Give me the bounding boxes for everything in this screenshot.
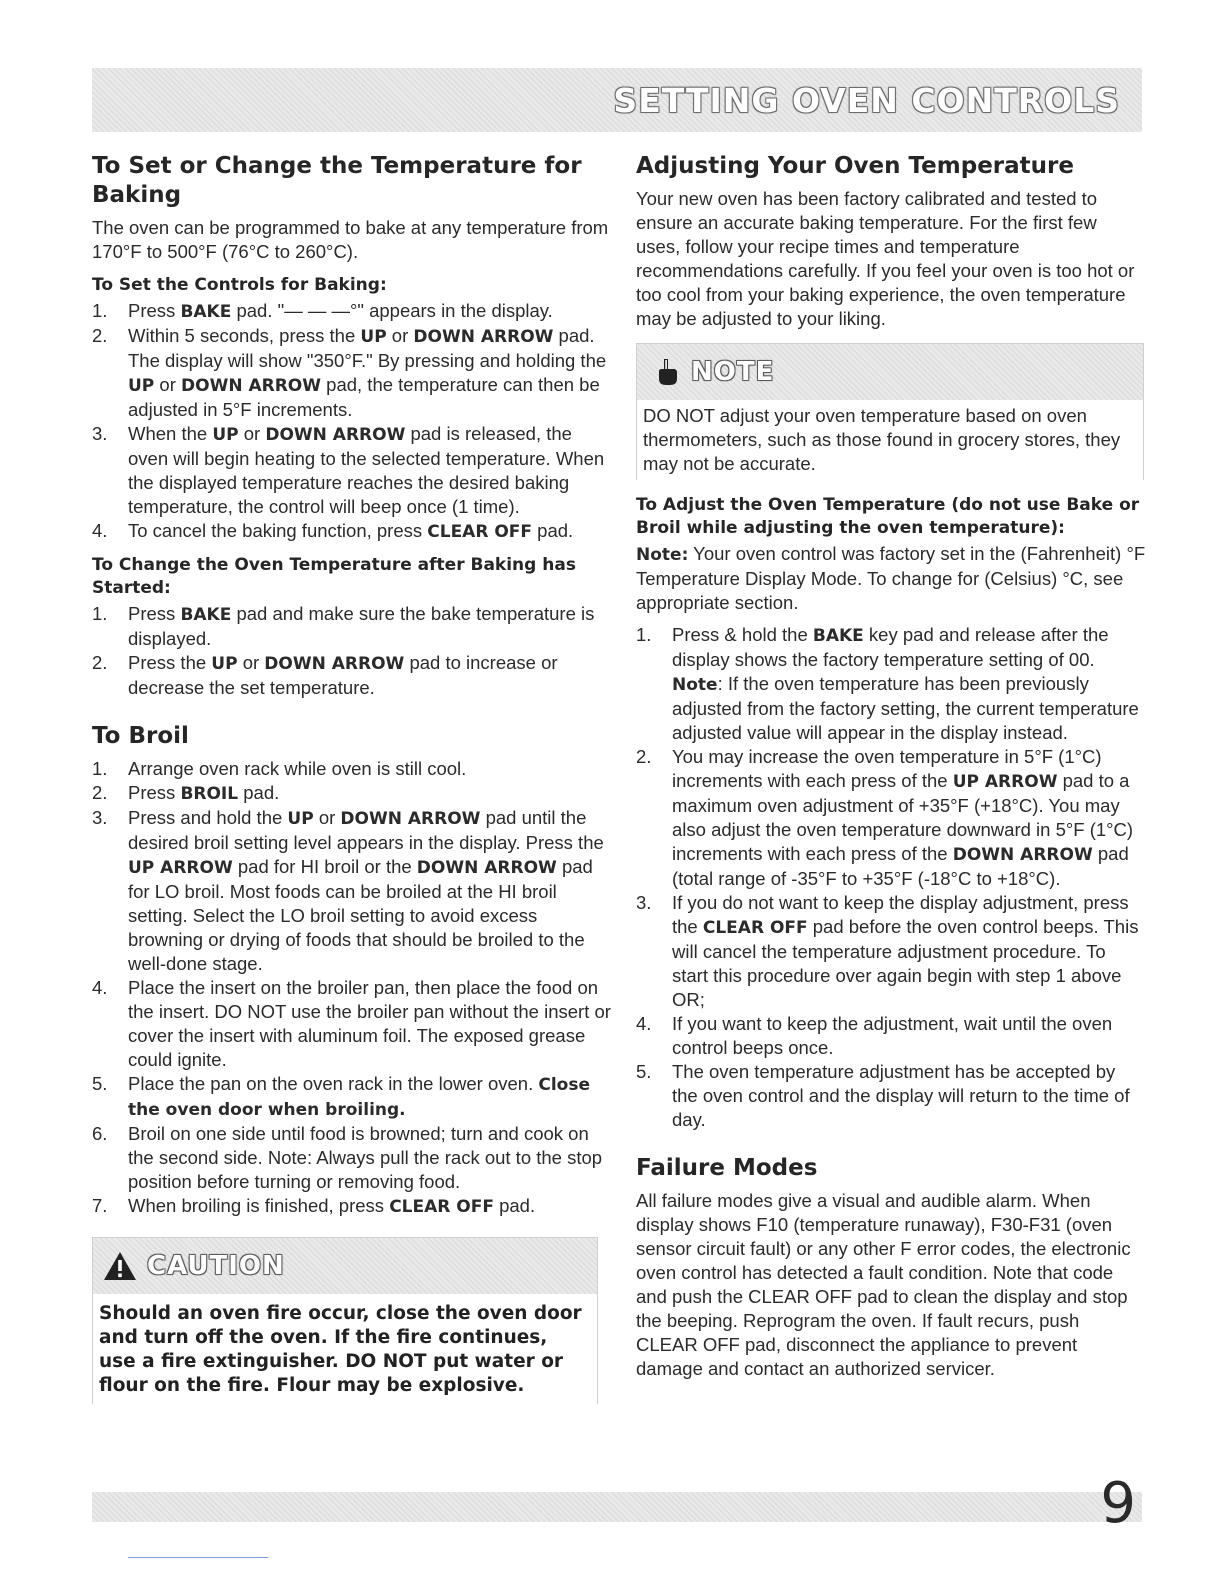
warning-triangle-icon: [103, 1251, 137, 1281]
bold-text: UP: [287, 809, 314, 829]
bold-text: CLEAR OFF: [427, 522, 533, 542]
step-text: Place the insert on the broiler pan, then place the food on the insert. DO NOT use the broiler pan without the insert or cover the insert with aluminum foil. The exposed grease could ignite.: [128, 977, 611, 1070]
note-header: [637, 344, 1143, 400]
list-number: 3.: [92, 807, 108, 828]
factory-note-text: Your oven control was factory set in the (Fahrenheit) °F Temperature Display Mode. To change for (Celsius) °C, see appropriate section.: [636, 543, 1146, 613]
step-text: pad.: [493, 1195, 536, 1216]
bold-text: DOWN ARROW: [413, 327, 554, 347]
step-text: Within 5 seconds, press the: [128, 325, 361, 346]
list-number: 5.: [92, 1073, 108, 1094]
bold-text: Close the oven door when broiling.: [128, 1075, 590, 1120]
step-text: Arrange oven rack while oven is still cool.: [128, 758, 467, 779]
bake-heading: To Set or Change the Temperature for Baking: [92, 153, 582, 208]
step-text: When broiling is finished, press: [128, 1195, 390, 1216]
bold-text: UP: [211, 654, 238, 674]
note-label: NOTE: [691, 357, 775, 387]
list-item: [636, 891, 1146, 1012]
list-item: [92, 651, 612, 700]
bold-text: BAKE: [180, 605, 232, 625]
step-text: pad.: [238, 782, 280, 803]
list-number: 2.: [92, 652, 108, 673]
list-number: 6.: [92, 1123, 108, 1144]
step-text: pad before the oven control beeps. This will cancel the temperature adjustment procedure. To start this procedure over again begin with step 1 above OR;: [672, 916, 1139, 1010]
step-text: To cancel the baking function, press: [128, 520, 428, 541]
bold-text: BROIL: [180, 784, 239, 804]
step-text: Broil on one side until food is browned; turn and cook on the second side. Note: Always pull the rack out to the stop position before turning or removing food.: [128, 1123, 603, 1192]
step-text: If you want to keep the adjustment, wait until the oven control beeps once.: [672, 1013, 1113, 1058]
list-number: 3.: [636, 892, 652, 913]
step-text: pad for LO broil. Most foods can be broiled at the HI broil setting. Select the LO broil setting to avoid excess browning or drying of foods that should be broiled to the well-done stage.: [128, 856, 593, 974]
list-item: [92, 806, 612, 976]
factory-note: [636, 542, 1146, 615]
step-text: or: [313, 807, 341, 828]
list-number: 2.: [636, 746, 652, 767]
step-text: pad and make sure the bake temperature is displayed.: [128, 603, 595, 649]
list-number: 1.: [92, 758, 108, 779]
step-text: pad. "— — —°" appears in the display.: [231, 300, 553, 321]
bold-text: BAKE: [180, 302, 232, 322]
list-item: [92, 1122, 612, 1194]
step-text: Press: [128, 300, 181, 321]
list-item: [92, 757, 612, 781]
failure-text: All failure modes give a visual and audible alarm. When display shows F10 (temperature runaway), F30-F31 (oven sensor circuit fault) or any other F error codes, the electronic oven control has detected a fault condition. Note that code and push the CLEAR OFF pad to clean the display and stop the beeping. Reprogram the oven. If fault recurs, push CLEAR OFF pad, disconnect the appliance to prevent damage and contact an authorized servicer.: [636, 1190, 1131, 1379]
adjust-heading: Adjusting Your Oven Temperature: [636, 153, 1074, 179]
list-item: [636, 623, 1146, 745]
list-item: [92, 1194, 612, 1219]
right-column: [636, 152, 1146, 1381]
list-number: 1.: [636, 624, 652, 645]
list-number: 1.: [92, 603, 108, 624]
bold-text: Note: [672, 675, 718, 695]
step-text: key pad and release after the display shows the factory temperature setting of 00.: [672, 624, 1109, 670]
set-controls-heading: To Set the Controls for Baking:: [92, 275, 387, 295]
broil-steps: [92, 757, 612, 1219]
footer-strip: [92, 1492, 1142, 1522]
bold-text: UP: [360, 327, 387, 347]
caution-header: [93, 1238, 597, 1294]
bold-text: UP ARROW: [128, 858, 233, 878]
list-item: [636, 1060, 1146, 1132]
step-text: If you do not want to keep the display adjustment, press the: [672, 892, 1129, 937]
list-item: [92, 324, 612, 422]
step-text: or: [237, 652, 265, 673]
pointing-hand-icon: [655, 357, 679, 387]
step-text: pad is released, the oven will begin heating to the selected temperature. When the displayed temperature reaches the desired baking temperature, the control will beep once (1 time).: [128, 423, 605, 517]
step-text: Place the pan on the oven rack in the lower oven.: [128, 1073, 539, 1094]
step-text: Press: [128, 782, 181, 803]
step-text: pad. The display will show "350°F." By pressing and holding the: [128, 325, 607, 371]
bold-text: CLEAR OFF: [702, 918, 808, 938]
step-text: or: [238, 423, 266, 444]
step-text: Press & hold the: [672, 624, 813, 645]
set-controls-steps: [92, 299, 612, 544]
adjust-intro: Your new oven has been factory calibrated and tested to ensure an accurate baking temperature. For the first few uses, follow your recipe times and temperature recommendations carefully. If you feel your oven is too hot or too cool from your baking experience, the oven temperature may be adjusted to your liking.: [636, 188, 1135, 329]
list-item: [92, 1072, 612, 1122]
factory-note-lead: Note:: [636, 545, 689, 565]
bold-text: CLEAR OFF: [389, 1197, 494, 1217]
bold-text: UP ARROW: [952, 772, 1058, 792]
step-text: : If the oven temperature has been previously adjusted from the factory setting, the current temperature adjusted value will appear in the display instead.: [672, 673, 1139, 743]
step-text: pad to increase or decrease the set temperature.: [128, 652, 558, 698]
list-item: [92, 299, 612, 324]
failure-heading: Failure Modes: [636, 1155, 818, 1181]
note-text: DO NOT adjust your oven temperature based on oven thermometers, such as those found in grocery stores, they may not be accurate.: [643, 405, 1121, 474]
list-number: 2.: [92, 325, 108, 346]
bold-text: DOWN ARROW: [264, 654, 405, 674]
list-item: [92, 602, 612, 651]
header-banner: [92, 68, 1142, 132]
list-number: 3.: [92, 423, 108, 444]
page-title: SETTING OVEN CONTROLS: [613, 80, 1120, 120]
adjust-procedure-heading: To Adjust the Oven Temperature (do not use Bake or Broil while adjusting the oven temperature):: [636, 495, 1140, 538]
list-number: 7.: [92, 1195, 108, 1216]
note-box: [636, 343, 1144, 480]
step-text: Press: [128, 603, 181, 624]
caution-label: CAUTION: [147, 1251, 285, 1281]
adjust-steps: [636, 623, 1146, 1132]
step-text: pad (total range of -35°F to +35°F (-18°C to +18°C).: [672, 843, 1129, 889]
step-text: The oven temperature adjustment has be accepted by the oven control and the display will return to the time of day.: [672, 1061, 1130, 1130]
list-number: 4.: [636, 1013, 652, 1034]
page-number: 9: [1100, 1471, 1136, 1536]
left-column: [92, 152, 612, 1404]
list-item: [92, 976, 612, 1072]
step-text: You may increase the oven temperature in 5°F (1°C) increments with each press of the: [672, 746, 1102, 791]
list-number: 4.: [92, 977, 108, 998]
list-item: [92, 519, 612, 544]
footer-rule: [128, 1557, 268, 1558]
bake-intro: The oven can be programmed to bake at any temperature from 170°F to 500°F (76°C to 260°C).: [92, 217, 609, 262]
step-text: pad to a maximum oven adjustment of +35°F (+18°C). You may also adjust the oven temperature downward in 5°F (1°C) increments with each press of the: [672, 770, 1134, 864]
list-item: [92, 781, 612, 806]
bold-text: UP: [212, 425, 239, 445]
change-temp-steps: [92, 602, 612, 700]
bold-text: DOWN ARROW: [416, 858, 557, 878]
bold-text: DOWN ARROW: [952, 845, 1093, 865]
step-text: pad.: [532, 520, 574, 541]
broil-heading: To Broil: [92, 723, 189, 749]
caution-text: Should an oven fire occur, close the oven door and turn off the oven. If the fire continues, use a fire extinguisher. DO NOT put water or flour on the fire. Flour may be explosive.: [99, 1303, 582, 1396]
list-number: 5.: [636, 1061, 652, 1082]
bold-text: DOWN ARROW: [181, 376, 322, 396]
list-item: [636, 1012, 1146, 1060]
list-item: [92, 422, 612, 519]
bold-text: DOWN ARROW: [340, 809, 481, 829]
list-number: 2.: [92, 782, 108, 803]
step-text: Press the: [128, 652, 212, 673]
step-text: pad, the temperature can then be adjusted in 5°F increments.: [128, 374, 600, 420]
change-temp-heading: To Change the Oven Temperature after Baking has Started:: [92, 555, 576, 598]
step-text: or: [154, 374, 181, 395]
step-text: pad until the desired broil setting level appears in the display. Press the: [128, 807, 604, 853]
list-number: 4.: [92, 520, 108, 541]
caution-box: [92, 1237, 598, 1404]
step-text: pad for HI broil or the: [232, 856, 417, 877]
list-number: 1.: [92, 300, 108, 321]
step-text: or: [386, 325, 414, 346]
list-item: [636, 745, 1146, 891]
bold-text: DOWN ARROW: [265, 425, 406, 445]
step-text: When the: [128, 423, 213, 444]
bold-text: BAKE: [812, 626, 864, 646]
bold-text: UP: [128, 376, 155, 396]
step-text: Press and hold the: [128, 807, 288, 828]
